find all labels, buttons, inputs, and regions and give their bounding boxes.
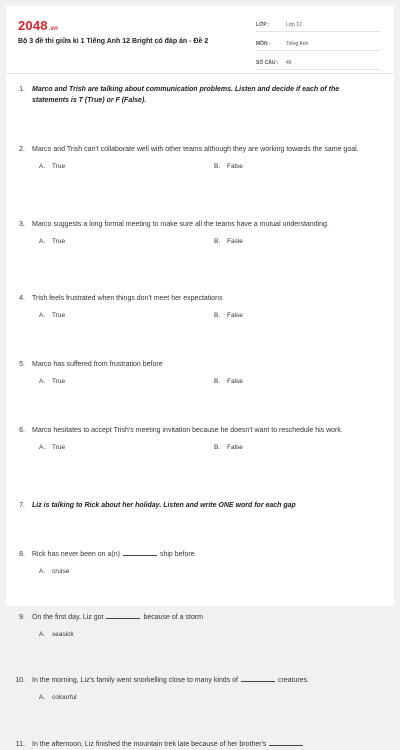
answer-option[interactable] <box>214 378 243 385</box>
question-item <box>6 739 394 750</box>
question-number: 2. <box>19 146 25 153</box>
answer-options <box>6 163 394 170</box>
question-text-before: On the first day, Liz got <box>32 614 104 621</box>
question-head <box>6 144 394 155</box>
answer-blank <box>269 739 303 746</box>
meta-row-class <box>256 19 380 32</box>
question-item <box>6 359 394 385</box>
question-text <box>32 675 372 686</box>
option-text: False <box>227 444 243 451</box>
answer-blank <box>241 675 275 682</box>
answer-option[interactable] <box>39 444 214 451</box>
answer-options <box>6 312 394 319</box>
answer-options <box>6 631 394 638</box>
question-number: 7. <box>19 502 25 509</box>
answer-option[interactable] <box>214 163 243 170</box>
option-letter: B. <box>214 378 221 385</box>
question-number: 1. <box>19 86 25 93</box>
answer-option[interactable] <box>39 568 214 575</box>
question-head <box>6 612 394 623</box>
option-text: False <box>227 312 243 319</box>
option-text: True <box>52 163 66 170</box>
question-head <box>6 739 394 750</box>
question-number: 9. <box>19 614 25 621</box>
question-item <box>6 500 394 511</box>
question-text: Marco and Trish can't collaborate well with other teams although they are working towards the same goal. <box>32 146 359 153</box>
option-letter: A. <box>39 163 46 170</box>
option-letter: A. <box>39 238 46 245</box>
question-text-after: ship before <box>159 551 195 558</box>
answer-option[interactable] <box>39 631 214 638</box>
question-head <box>6 549 394 560</box>
answer-option[interactable] <box>39 378 214 385</box>
question-number: 5. <box>19 361 25 368</box>
question-text: Marco hesitates to accept Trish's meeting invitation because he doesn't want to reschedule his work. <box>32 427 343 434</box>
question-number: 3. <box>19 221 25 228</box>
question-text-before: In the afternoon, Liz finished the mountain trek late because of her brother's <box>32 741 267 748</box>
option-letter: A. <box>39 444 46 451</box>
meta-row-question-count <box>256 57 380 70</box>
section-instruction: Marco and Trish are talking about communication problems. Listen and decide if each of the statements is T (True) or F (False). <box>32 86 340 104</box>
option-text: False <box>227 378 243 385</box>
question-number: 4. <box>19 295 25 302</box>
meta-value: 46 <box>286 60 292 66</box>
option-text: True <box>52 312 66 319</box>
question-text <box>32 612 372 623</box>
question-number: 6. <box>19 427 25 434</box>
answer-option[interactable] <box>214 444 243 451</box>
document-header <box>6 6 394 68</box>
question-head <box>6 219 394 230</box>
option-letter: A. <box>39 378 46 385</box>
answer-blank <box>106 612 140 619</box>
meta-label: SỐ CÂU : <box>256 60 279 66</box>
question-item <box>6 293 394 319</box>
question-text <box>32 739 372 750</box>
question-text: Marco has suffered from frustration before <box>32 361 163 368</box>
answer-option[interactable] <box>39 694 214 701</box>
meta-value: Lớp 12 <box>286 22 302 28</box>
question-item <box>6 675 394 701</box>
option-text: seasick <box>52 631 74 638</box>
header-divider <box>6 73 394 74</box>
question-number: 8. <box>19 551 25 558</box>
exam-meta <box>256 19 380 76</box>
option-text: cruise <box>52 568 70 575</box>
question-head <box>6 359 394 370</box>
option-text: False <box>227 163 243 170</box>
answer-options <box>6 378 394 385</box>
question-text: Marco suggests a long formal meeting to make sure all the teams have a mutual understanding. <box>32 221 329 228</box>
question-item <box>6 549 394 575</box>
section-instruction: Liz is talking to Rick about her holiday. Listen and write ONE word for each gap <box>32 502 296 509</box>
question-item <box>6 219 394 245</box>
answer-option[interactable] <box>39 163 214 170</box>
question-text-before: In the morning, Liz's family went snorkelling close to many kinds of <box>32 677 238 684</box>
answer-blank <box>123 549 157 556</box>
option-letter: A. <box>39 568 46 575</box>
document-title: Bộ 3 đề thi giữa kì 1 Tiếng Anh 12 Bright có đáp án - Đề 2 <box>18 38 209 45</box>
question-text-after: creatures. <box>277 677 310 684</box>
question-text-before: Rick has never been on a(n) <box>32 551 120 558</box>
option-letter: B. <box>214 238 221 245</box>
option-letter: B. <box>214 312 221 319</box>
question-item <box>6 84 394 106</box>
option-text: True <box>52 238 66 245</box>
question-number: 10. <box>15 677 25 684</box>
question-head <box>6 675 394 686</box>
question-item <box>6 425 394 451</box>
answer-option[interactable] <box>214 238 243 245</box>
option-letter: A. <box>39 631 46 638</box>
answer-option[interactable] <box>39 238 214 245</box>
answer-option[interactable] <box>39 312 214 319</box>
question-text: Trish feels frustrated when things don't meet her expectations <box>32 295 223 302</box>
meta-row-subject <box>256 38 380 51</box>
option-letter: B. <box>214 444 221 451</box>
question-text <box>32 549 372 560</box>
meta-value: Tiếng Anh <box>286 41 309 47</box>
option-text: True <box>52 378 66 385</box>
option-letter: A. <box>39 694 46 701</box>
question-head <box>6 84 394 106</box>
answer-options <box>6 444 394 451</box>
question-item <box>6 144 394 170</box>
option-text: colourful <box>52 694 77 701</box>
answer-option[interactable] <box>214 312 243 319</box>
question-head <box>6 425 394 436</box>
question-item <box>6 612 394 638</box>
answer-options <box>6 238 394 245</box>
question-head <box>6 500 394 511</box>
document-page <box>6 6 394 748</box>
option-text: Fasle <box>227 238 243 245</box>
option-letter: B. <box>214 163 221 170</box>
site-logo[interactable]: 2048.vn <box>18 18 59 33</box>
answer-options <box>6 568 394 575</box>
question-head <box>6 293 394 304</box>
question-number: 11. <box>15 741 25 748</box>
question-list <box>6 84 394 750</box>
question-text-after: because of a storm <box>143 614 203 621</box>
option-letter: A. <box>39 312 46 319</box>
option-text: True <box>52 444 66 451</box>
answer-options <box>6 694 394 701</box>
meta-label: MÔN : <box>256 41 271 47</box>
meta-label: LỚP : <box>256 22 270 28</box>
